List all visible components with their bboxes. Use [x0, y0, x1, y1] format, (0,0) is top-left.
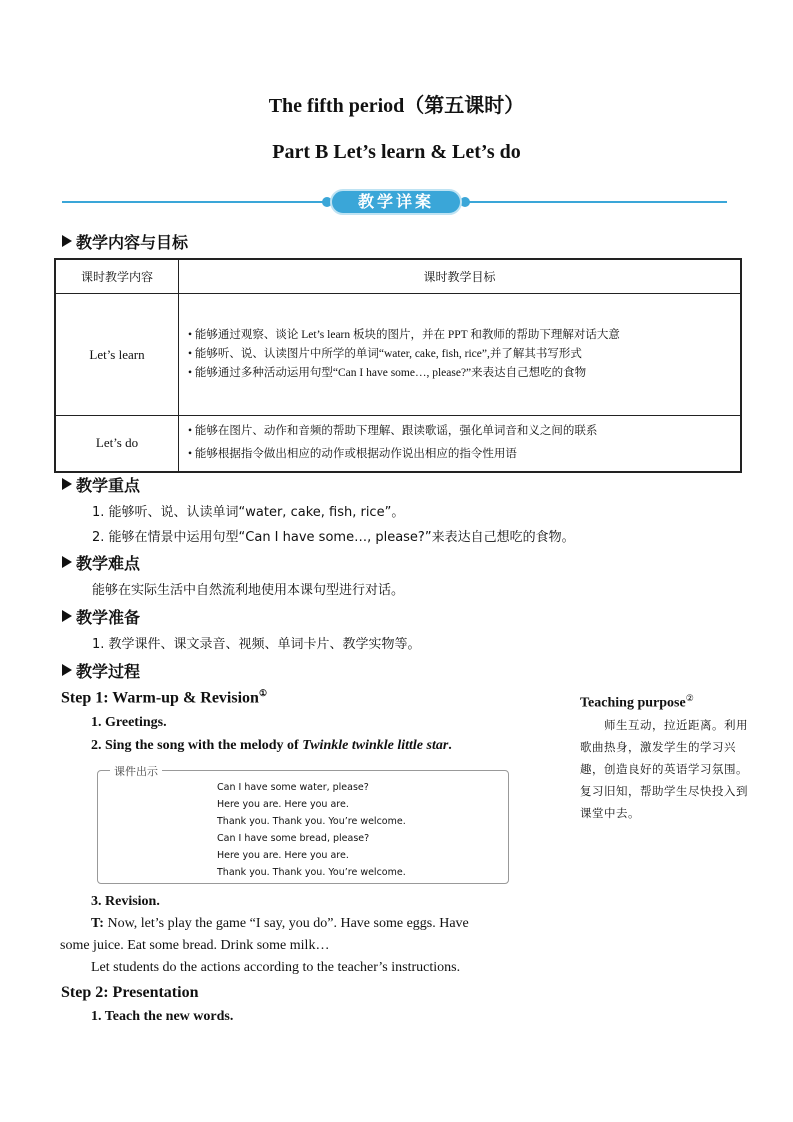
- table-cell-content: Let’s learn: [55, 294, 179, 416]
- teacher-line: T: Now, let’s play the game “I say, you do”. Have some eggs. Have: [91, 916, 469, 931]
- key-point-item: 1. 能够听、说、认读单词“water, cake, fish, rice”。: [92, 505, 405, 520]
- instruction-text: Let students do the actions according to the teacher’s instructions.: [91, 960, 461, 975]
- heading-difficulties: 教学难点: [62, 551, 140, 574]
- table-cell-goals: [179, 416, 742, 472]
- heading-preparation: 教学准备: [62, 605, 140, 628]
- goal-item: • 能够通过观察、谈论 Let’s learn 板块的图片，并在 PPT 和教师的帮助下理解对话大意: [188, 329, 620, 341]
- table-header-cell: 课时教学内容: [55, 259, 179, 294]
- table-row: [55, 294, 741, 416]
- triangle-bullet-icon: [62, 664, 72, 676]
- footnote-mark: ②: [685, 693, 694, 703]
- step2-title: Step 2: Presentation: [61, 984, 199, 1001]
- step1-sing: 2. Sing the song with the melody of Twinkle twinkle little star.: [91, 738, 452, 753]
- heading-key-points: 教学重点: [62, 473, 140, 496]
- goal-item: • 能够通过多种活动运用句型“Can I have some…, please?”来表达自己想吃的食物: [188, 367, 587, 379]
- courseware-line: Here you are. Here you are.: [217, 799, 349, 810]
- table-cell-goals: [179, 294, 742, 416]
- section-badge: 教学详案: [330, 189, 462, 215]
- table-header-cell: 课时教学目标: [179, 259, 742, 294]
- teacher-line-cont: some juice. Eat some bread. Drink some milk…: [60, 938, 330, 953]
- triangle-bullet-icon: [62, 478, 72, 490]
- key-point-item: 2. 能够在情景中运用句型“Can I have some…, please?”来表达自己想吃的食物。: [92, 530, 575, 545]
- page-subtitle: Part B Let’s learn & Let’s do: [272, 141, 521, 163]
- table-header-row: [55, 259, 741, 294]
- divider-right: [460, 201, 727, 203]
- triangle-bullet-icon: [62, 235, 72, 247]
- table-row: [55, 416, 741, 472]
- triangle-bullet-icon: [62, 556, 72, 568]
- goal-item: • 能够听、说、认读图片中所学的单词“water, cake, fish, rice”,并了解其书写形式: [188, 348, 582, 360]
- triangle-bullet-icon: [62, 610, 72, 622]
- footnote-mark: ①: [258, 688, 268, 698]
- heading-process: 教学过程: [62, 659, 140, 682]
- table-cell-content: Let’s do: [55, 416, 179, 472]
- step1-title: Step 1: Warm-up & Revision①: [61, 688, 268, 707]
- courseware-line: Can I have some water, please?: [217, 782, 369, 793]
- step1-revision: 3. Revision.: [91, 894, 160, 909]
- heading-content-goals: 教学内容与目标: [62, 230, 188, 253]
- divider-left: [62, 201, 332, 203]
- step2-item: 1. Teach the new words.: [91, 1009, 234, 1024]
- teaching-purpose-text: 师生互动，拉近距离。利用歌曲热身，激发学生的学习兴趣，创造良好的英语学习氛围。复习旧知，帮助学生尽快投入到课堂中去。: [580, 718, 748, 820]
- goals-table: [54, 258, 742, 473]
- courseware-line: Here you are. Here you are.: [217, 850, 349, 861]
- courseware-line: Thank you. Thank you. You’re welcome.: [217, 816, 406, 827]
- courseware-line: Thank you. Thank you. You’re welcome.: [217, 867, 406, 878]
- courseware-line: Can I have some bread, please?: [217, 833, 370, 844]
- page-title: The fifth period（第五课时）: [268, 95, 525, 117]
- goal-item: • 能够根据指令做出相应的动作或根据动作说出相应的指令性用语: [188, 448, 517, 461]
- preparation-text: 1. 教学课件、课文录音、视频、单词卡片、教学实物等。: [92, 637, 421, 652]
- difficulty-text: 能够在实际生活中自然流利地使用本课句型进行对话。: [92, 583, 405, 598]
- courseware-tag: 课件出示: [110, 763, 162, 779]
- teaching-purpose-title: Teaching purpose②: [580, 693, 694, 711]
- goal-item: • 能够在图片、动作和音频的帮助下理解、跟读歌谣，强化单词音和义之间的联系: [188, 425, 598, 438]
- step1-greetings: 1. Greetings.: [91, 715, 167, 730]
